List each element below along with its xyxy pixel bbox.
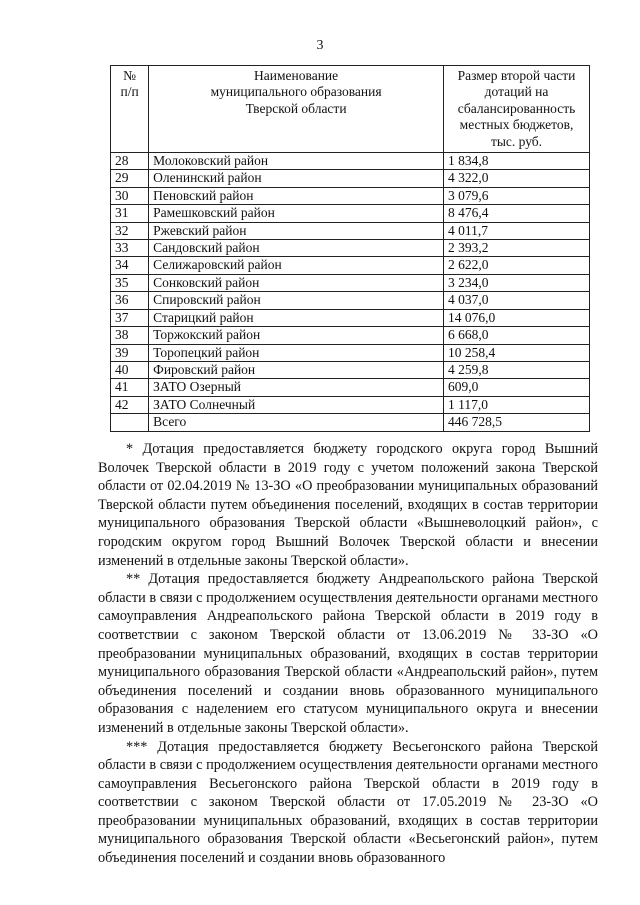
footnotes	[98, 440, 598, 868]
footnote-2: ** Дотация предоставляется бюджету Андреапольского района Тверской области в связи с продолжением осуществления деятельности органами местного самоуправления Андреапольского района Тверской области в 2019 году в соответствии с законом Тверской области от 13.06.2019 № 33-ЗО «О преобразовании муниципальных образований, входящих в состав территории муниципального образования Тверской области «Андреапольский район», путем объединения поселений и создании вновь образованного муниципального образования с наделением его статусом муниципального округа и внесении изменений в отдельные законы Тверской области».	[98, 571, 598, 736]
table-row	[111, 327, 590, 344]
row-amount: 609,0	[444, 379, 590, 396]
row-number: 42	[111, 396, 149, 413]
budget-table	[110, 65, 590, 432]
table-row	[111, 361, 590, 378]
table-row	[111, 274, 590, 291]
table-row	[111, 257, 590, 274]
table-row	[111, 344, 590, 361]
row-name: ЗАТО Солнечный	[149, 396, 444, 413]
row-name: Рамешковский район	[149, 205, 444, 222]
row-name: Сонковский район	[149, 274, 444, 291]
row-number: 38	[111, 327, 149, 344]
row-number: 29	[111, 170, 149, 187]
row-amount: 10 258,4	[444, 344, 590, 361]
table-row	[111, 205, 590, 222]
row-number: 34	[111, 257, 149, 274]
row-number: 40	[111, 361, 149, 378]
table-row	[111, 153, 590, 170]
row-number: 31	[111, 205, 149, 222]
row-name: Молоковский район	[149, 153, 444, 170]
row-amount: 4 259,8	[444, 361, 590, 378]
total-label: Всего	[149, 414, 444, 431]
total-amount: 446 728,5	[444, 414, 590, 431]
table-row	[111, 187, 590, 204]
row-amount: 1 117,0	[444, 396, 590, 413]
footnote-1: * Дотация предоставляется бюджету городского округа город Вышний Волочек Тверской области в 2019 году с учетом положений закона Тверской области от 02.04.2019 № 13-ЗО «О преобразовании муниципальных образований Тверской области путем объединения поселений, входящих в состав территории муниципального образования Тверской области «Вышневолоцкий район», с городским округом город Вышний Волочек Тверской области и внесении изменений в отдельные законы Тверской области».	[98, 441, 598, 569]
row-name: Оленинский район	[149, 170, 444, 187]
row-number: 33	[111, 240, 149, 257]
header-amount: Размер второй части дотаций на сбалансированность местных бюджетов, тыс. руб.	[444, 66, 590, 153]
header-name: Наименование муниципального образования Тверской области	[149, 66, 444, 153]
table-row	[111, 396, 590, 413]
row-amount: 4 011,7	[444, 222, 590, 239]
total-no-cell	[111, 414, 149, 431]
total-row	[111, 414, 590, 431]
row-name: ЗАТО Озерный	[149, 379, 444, 396]
table-row	[111, 292, 590, 309]
row-name: Пеновский район	[149, 187, 444, 204]
row-number: 28	[111, 153, 149, 170]
row-name: Торопецкий район	[149, 344, 444, 361]
row-name: Фировский район	[149, 361, 444, 378]
footnote-3: *** Дотация предоставляется бюджету Весьегонского района Тверской области в связи с продолжением осуществления деятельности органами местного самоуправления Весьегонского района Тверской области в 2019 году в соответствии с законом Тверской области от 17.05.2019 № 23-ЗО «О преобразовании муниципальных образований, входящих в состав территории муниципального образования Тверской области «Весьегонский район», путем объединения поселений и создании вновь образованного	[98, 738, 598, 867]
row-name: Старицкий район	[149, 309, 444, 326]
row-number: 35	[111, 274, 149, 291]
row-name: Торжокский район	[149, 327, 444, 344]
row-number: 39	[111, 344, 149, 361]
page-number: 3	[316, 38, 324, 53]
row-number: 41	[111, 379, 149, 396]
row-amount: 2 393,2	[444, 240, 590, 257]
row-amount: 4 322,0	[444, 170, 590, 187]
row-amount: 14 076,0	[444, 309, 590, 326]
table-header-row	[111, 66, 590, 153]
row-amount: 6 668,0	[444, 327, 590, 344]
row-name: Ржевский район	[149, 222, 444, 239]
row-amount: 3 234,0	[444, 274, 590, 291]
table-row	[111, 379, 590, 396]
table-row	[111, 222, 590, 239]
row-amount: 3 079,6	[444, 187, 590, 204]
row-name: Селижаровский район	[149, 257, 444, 274]
table-body	[111, 153, 590, 414]
row-amount: 1 834,8	[444, 153, 590, 170]
table-row	[111, 240, 590, 257]
row-name: Спировский район	[149, 292, 444, 309]
header-no: № п/п	[111, 66, 149, 153]
table-row	[111, 170, 590, 187]
row-number: 37	[111, 309, 149, 326]
row-amount: 2 622,0	[444, 257, 590, 274]
row-name: Сандовский район	[149, 240, 444, 257]
row-amount: 8 476,4	[444, 205, 590, 222]
table-row	[111, 309, 590, 326]
row-number: 30	[111, 187, 149, 204]
row-amount: 4 037,0	[444, 292, 590, 309]
row-number: 32	[111, 222, 149, 239]
row-number: 36	[111, 292, 149, 309]
